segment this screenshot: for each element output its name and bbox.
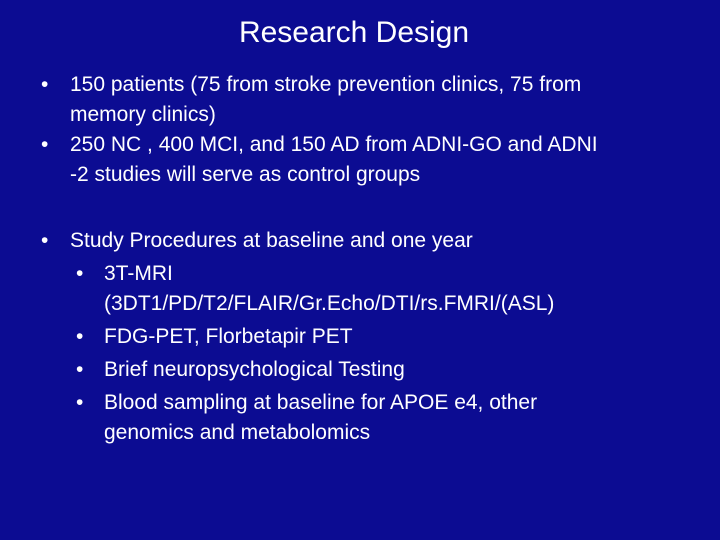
bullet-marker: • xyxy=(41,133,49,156)
section-spacer xyxy=(36,190,696,226)
subbullet-item-pet xyxy=(36,322,696,352)
bullet-text-line: Study Procedures at baseline and one year xyxy=(70,229,473,252)
subbullet-text-line: 3T-MRI xyxy=(104,262,173,285)
bullet-text-line: 250 NC , 400 MCI, and 150 AD from ADNI-GO and ADNI xyxy=(70,133,598,156)
slide-content xyxy=(36,70,696,448)
subbullet-item-neuropsych xyxy=(36,355,696,385)
subbullet-text-line: Brief neuropsychological Testing xyxy=(104,358,405,381)
bullet-item-control-groups xyxy=(36,130,696,190)
bullet-text-line: 150 patients (75 from stroke prevention clinics, 75 from xyxy=(70,73,582,96)
bullet-marker: • xyxy=(76,262,84,285)
bullet-text-line: -2 studies will serve as control groups xyxy=(70,163,421,186)
bullet-text-line: memory clinics) xyxy=(70,103,216,126)
subbullet-item-mri xyxy=(36,259,696,319)
subbullet-item-blood xyxy=(36,388,696,448)
subbullet-text-line: FDG-PET, Florbetapir PET xyxy=(104,325,353,348)
subbullet-text-line: Blood sampling at baseline for APOE e4, other xyxy=(104,391,538,414)
subbullet-text-line: genomics and metabolomics xyxy=(104,421,371,444)
slide-title: Research Design xyxy=(238,16,470,49)
bullet-marker: • xyxy=(41,73,49,96)
subbullet-text-line: (3DT1/PD/T2/FLAIR/Gr.Echo/DTI/rs.FMRI/(ASL) xyxy=(104,292,555,315)
bullet-marker: • xyxy=(41,229,49,252)
bullet-marker: • xyxy=(76,325,84,348)
bullet-marker: • xyxy=(76,358,84,381)
bullet-item-study-procedures xyxy=(36,226,696,256)
bullet-item-patients xyxy=(36,70,696,130)
bullet-marker: • xyxy=(76,391,84,414)
